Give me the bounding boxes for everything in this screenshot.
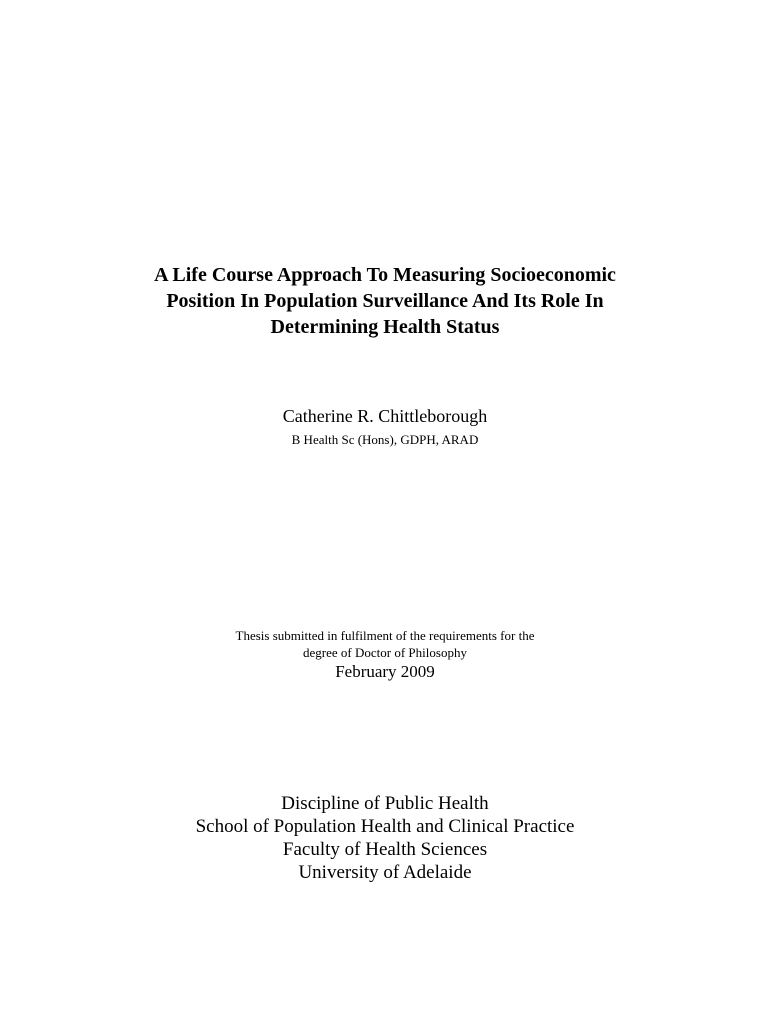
institution-discipline: Discipline of Public Health [281,793,489,814]
submission-date: February 2009 [335,662,435,681]
title-line-2: Position In Population Surveillance And Its Role In [166,290,604,312]
title-line-1: A Life Course Approach To Measuring Socioeconomic [154,264,616,286]
author-name: Catherine R. Chittleborough [282,406,488,426]
institution-school: School of Population Health and Clinical Practice [195,816,575,837]
institution-university: University of Adelaide [298,862,472,883]
author-degrees: B Health Sc (Hons), GDPH, ARAD [291,432,479,447]
author-section [0,404,770,449]
title-line-3: Determining Health Status [270,316,500,338]
thesis-title [0,262,770,340]
submission-statement [0,627,770,683]
submission-line-1: Thesis submitted in fulfilment of the requirements for the [235,628,535,643]
institution-section [0,792,770,884]
submission-line-2: degree of Doctor of Philosophy [303,645,467,660]
institution-faculty: Faculty of Health Sciences [282,839,488,860]
